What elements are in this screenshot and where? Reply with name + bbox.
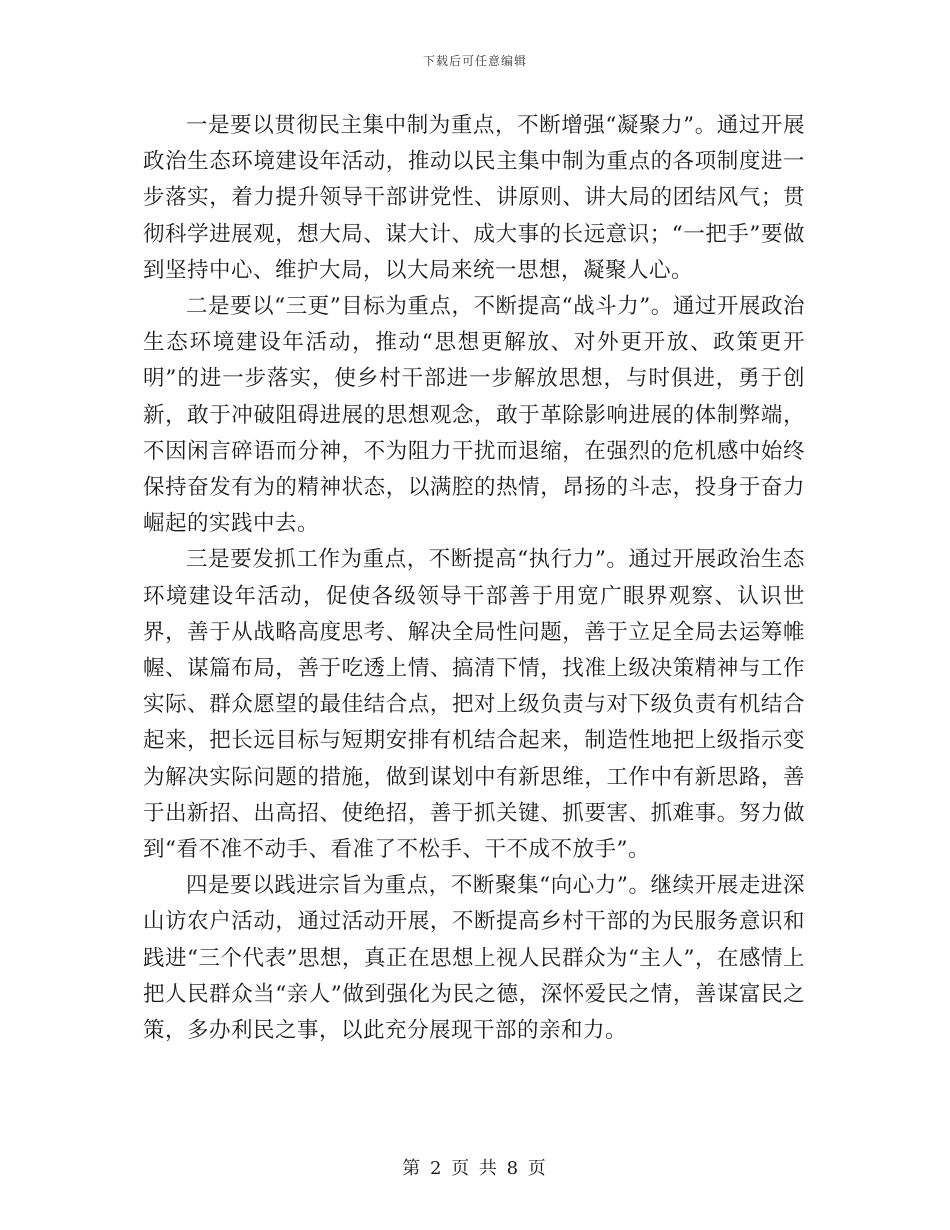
page-header: 下载后可任意编辑	[422, 54, 527, 68]
paragraph-1: 一是要以贯彻民主集中制为重点，不断增强“凝聚力”。通过开展政治生态环境建设年活动，推动以民主集中制为重点的各项制度进一步落实，着力提升领导干部讲党性、讲原则、讲大局的团结风气；贯彻科学进展观，想大局、谋大计、成大事的长远意识；“一把手”要做到坚持中心、维护大局，以大局来统一思想，凝聚人心。	[143, 113, 805, 283]
paragraph-3: 三是要发抓工作为重点，不断提高“执行力”。通过开展政治生态环境建设年活动，促使各级领导干部善于用宽广眼界观察、认识世界，善于从战略高度思考、解决全局性问题，善于立足全局去运筹帷幄、谋篇布局，善于吃透上情、搞清下情，找准上级决策精神与工作实际、群众愿望的最佳结合点，把对上级负责与对下级负责有机结合起来，把长远目标与短期安排有机结合起来，制造性地把上级指示变为解决实际问题的措施，做到谋划中有新思维，工作中有新思路，善于出新招、出高招、使绝招，善于抓关键、抓要害、抓难事。努力做到“看不准不动手、看准了不松手、干不成不放手”。	[143, 547, 805, 863]
document-body	[143, 108, 805, 1049]
paragraph-2: 二是要以“三更”目标为重点，不断提高“战斗力”。通过开展政治生态环境建设年活动，推动“思想更解放、对外更开放、政策更开明”的进一步落实，使乡村干部进一步解放思想，与时俱进，勇于创新，敢于冲破阻碍进展的思想观念，敢于革除影响进展的体制弊端，不因闲言碎语而分神，不为阻力干扰而退缩，在强烈的危机感中始终保持奋发有为的精神状态，以满腔的热情，昂扬的斗志，投身于奋力崛起的实践中去。	[143, 294, 805, 537]
paragraph-4: 四是要以践进宗旨为重点，不断聚集“向心力”。继续开展走进深山访农户活动，通过活动开展，不断提高乡村干部的为民服务意识和践进“三个代表”思想，真正在思想上视人民群众为“主人”，在感情上把人民群众当“亲人”做到强化为民之德，深怀爱民之情，善谋富民之策，多办利民之事，以此充分展现干部的亲和力。	[143, 873, 805, 1044]
page-footer: 第 2 页 共 8 页	[402, 1158, 548, 1179]
